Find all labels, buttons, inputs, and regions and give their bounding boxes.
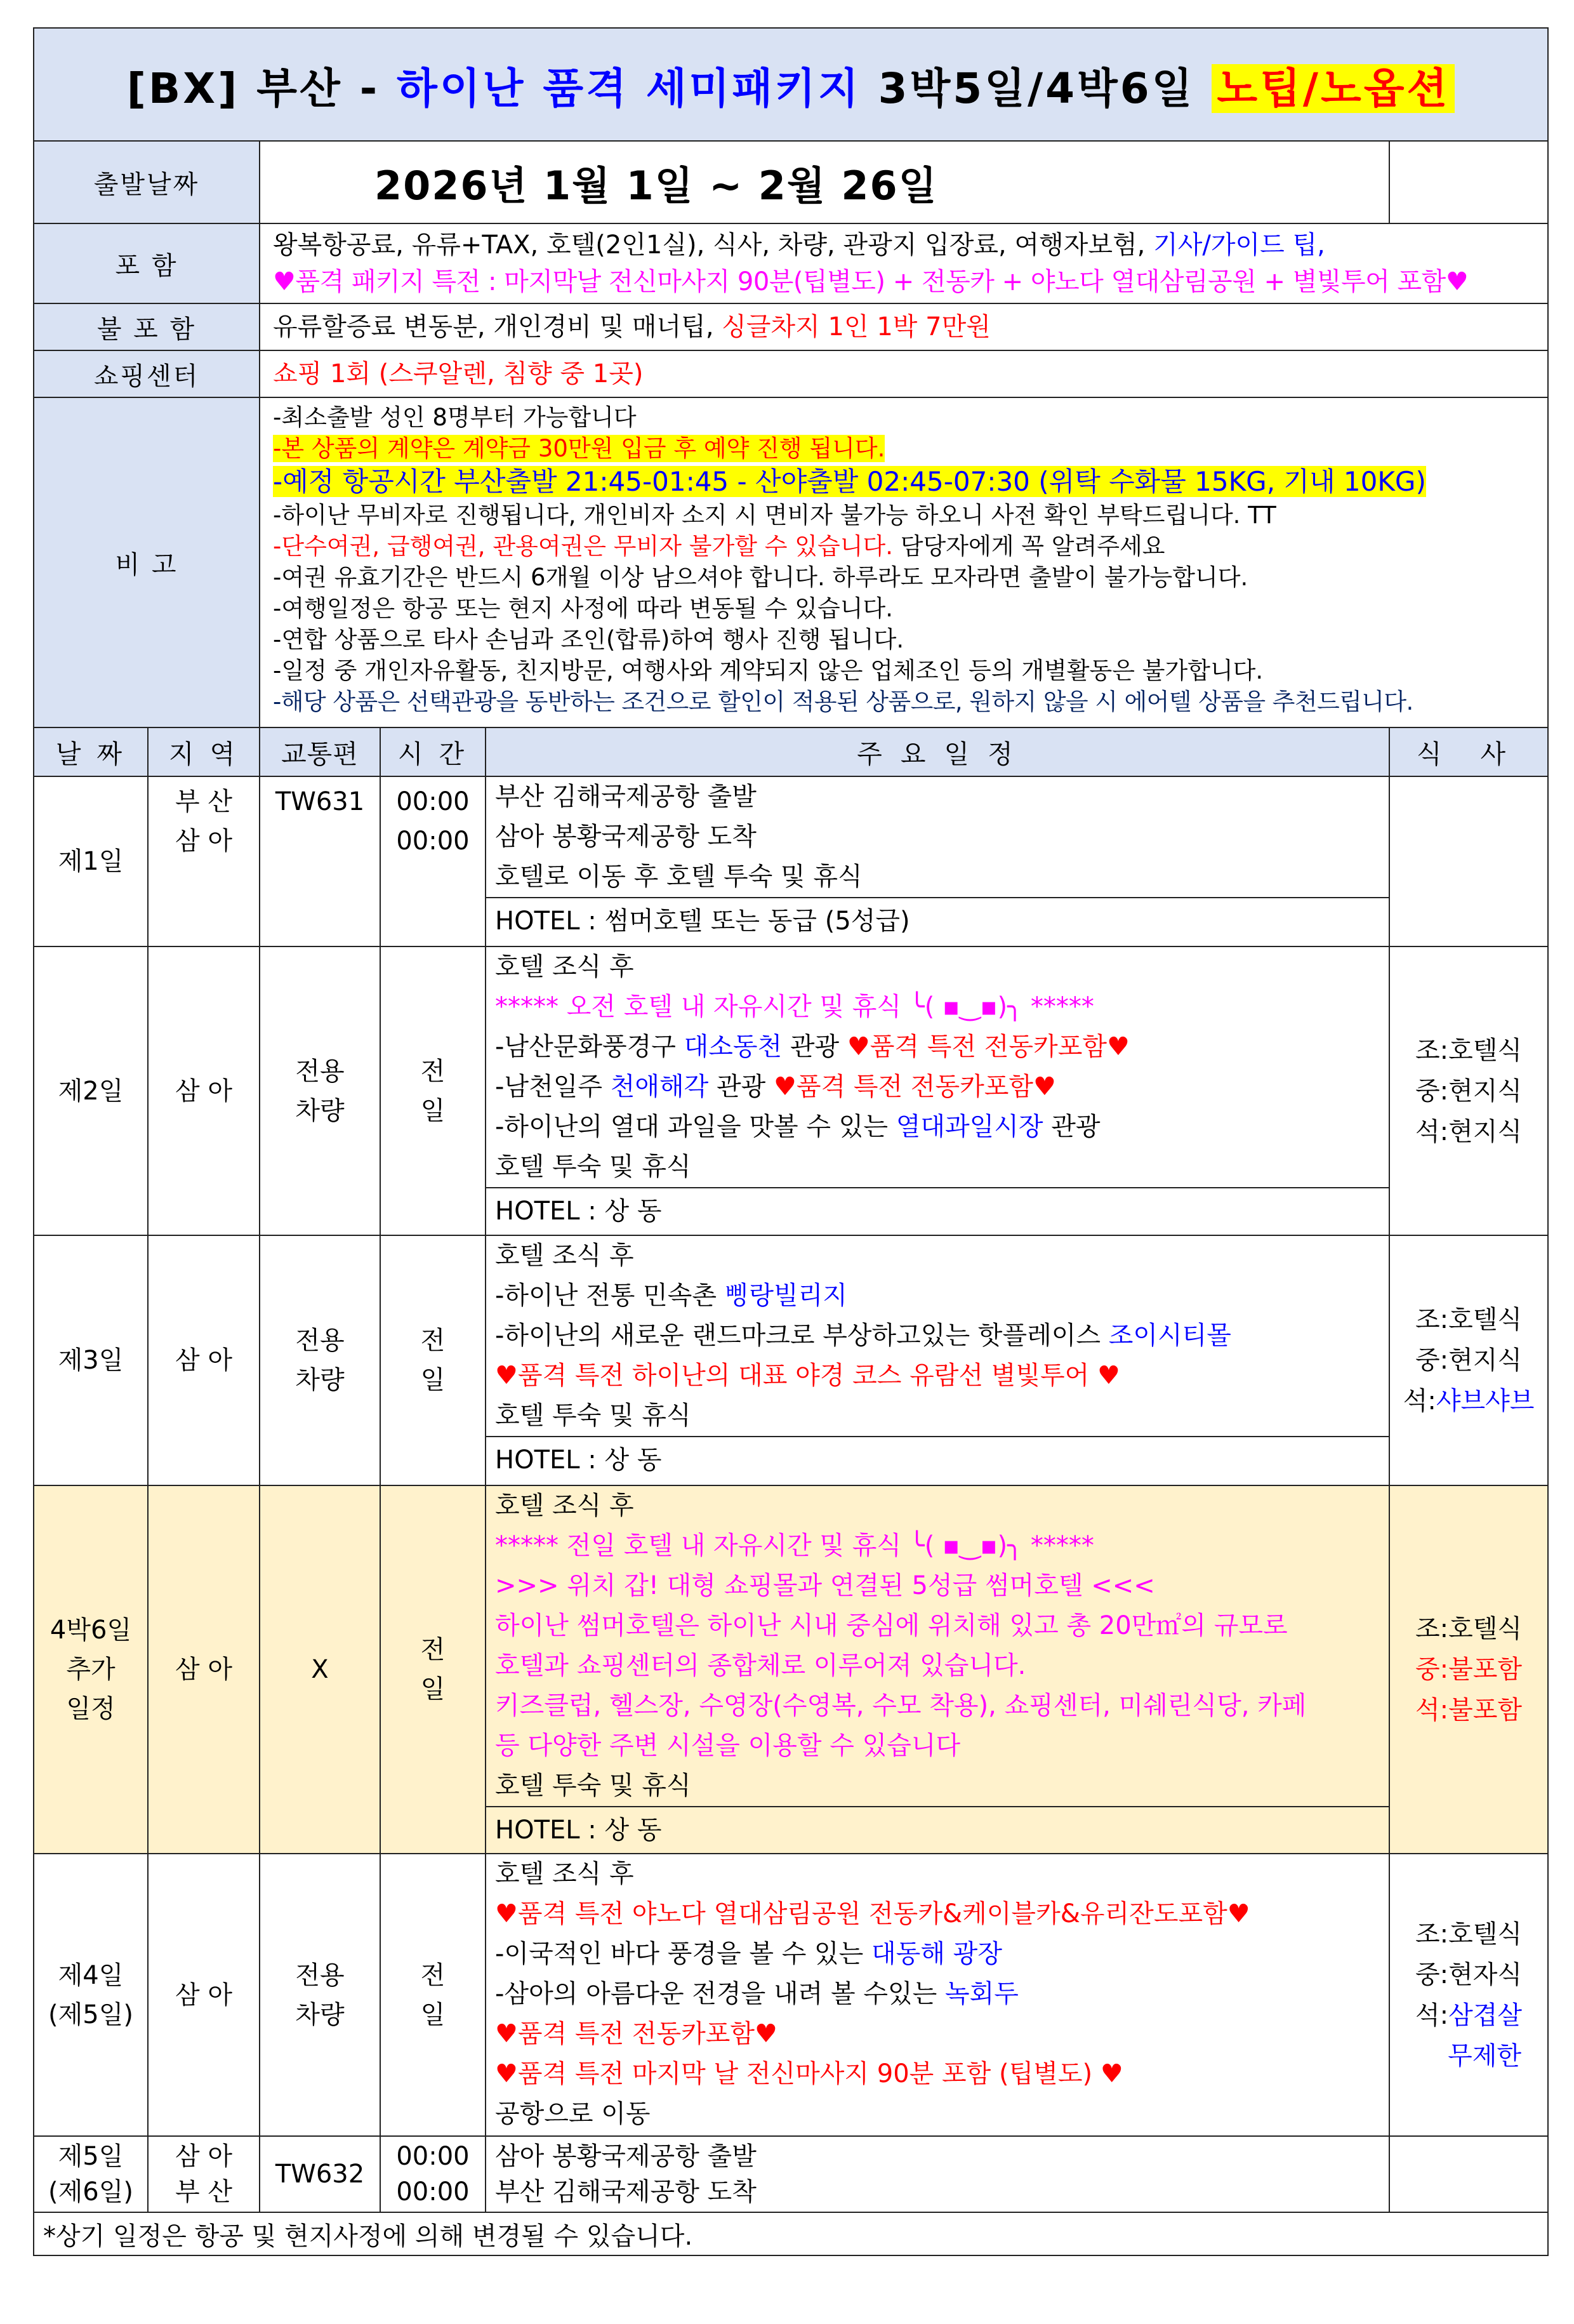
day1-line2: 삼아 봉황국제공항 도착 bbox=[495, 822, 757, 851]
header-date: 날 짜 bbox=[34, 727, 148, 776]
day3-dinner bbox=[1390, 1381, 1547, 1421]
day2-time bbox=[380, 946, 486, 1235]
day1-date: 제1일 bbox=[34, 776, 148, 946]
single-charge: 싱글차지 1인 1박 7만원 bbox=[722, 312, 991, 342]
day2-date: 제2일 bbox=[34, 946, 148, 1235]
day2-line5-c: 관광 bbox=[1043, 1112, 1101, 1141]
day3-time-2: 일 bbox=[420, 1365, 446, 1395]
day4-time bbox=[380, 1854, 486, 2136]
day4-line7: 공항으로 이동 bbox=[495, 2099, 651, 2128]
day2-line1: 호텔 조식 후 bbox=[495, 952, 634, 981]
day2-lunch: 중:현지식 bbox=[1415, 1076, 1523, 1106]
include-items: 왕복항공료, 유류+TAX, 호텔(2인1실), 식사, 차량, 관광지 입장료, 여행자보험, bbox=[273, 230, 1154, 260]
note-flight-time: -예정 항공시간 부산출발 21:45-01:45 - 산야출발 02:45-07:30 (위탁 수화물 15KG, 기내 10KG) bbox=[273, 466, 1426, 497]
notes-content bbox=[260, 397, 1548, 727]
day4-line6: ♥품격 특전 마지막 날 전신마사지 90분 포함 (팁별도) ♥ bbox=[495, 2059, 1123, 2088]
extra-day-line5: 호텔과 쇼핑센터의 종합체로 이루어져 있습니다. bbox=[495, 1651, 1026, 1680]
day2-line3-place: 대소동천 bbox=[684, 1032, 783, 1061]
day4-line3-place: 대동해 광장 bbox=[871, 1939, 1002, 1969]
extra-day-line3: >>> 위치 갑! 대형 쇼핑몰과 연결된 5성급 썸머호텔 <<< bbox=[495, 1571, 1155, 1600]
day2-line4-c: 관광 bbox=[708, 1072, 774, 1101]
title-badge: 노팁/노옵션 bbox=[1212, 64, 1455, 113]
day2-region: 삼 아 bbox=[148, 946, 260, 1235]
exclude-label: 불 포 함 bbox=[34, 303, 260, 350]
day4-transport bbox=[260, 1854, 380, 2136]
departure-empty-cell bbox=[1389, 141, 1548, 223]
extra-day-line1: 호텔 조식 후 bbox=[495, 1491, 634, 1520]
day3-date: 제3일 bbox=[34, 1235, 148, 1485]
day5-flight: TW632 bbox=[260, 2136, 380, 2212]
include-special: ♥품격 패키지 특전 : 마지막날 전신마사지 90분(팁별도) + 전동카 + 야노다 열대삼림공원 + 별빛투어 포함♥ bbox=[273, 267, 1469, 296]
day4-itinerary bbox=[486, 1854, 1389, 2136]
day2-transport-2: 차량 bbox=[295, 1096, 345, 1125]
day3-dinner-menu: 샤브샤브 bbox=[1436, 1386, 1535, 1416]
note-passport-contact: 담당자에게 꼭 알려주세요 bbox=[893, 533, 1165, 560]
extra-day-line7: 등 다양한 주변 시설을 이용할 수 있습니다 bbox=[495, 1731, 961, 1760]
departure-value: 2026년 1월 1일 ~ 2월 26일 bbox=[374, 162, 938, 209]
day5-time-depart: 00:00 bbox=[396, 2142, 470, 2171]
day5-time bbox=[380, 2136, 486, 2212]
day2-transport-1: 전용 bbox=[295, 1056, 345, 1086]
day5-date bbox=[34, 2136, 148, 2212]
day4-transport-2: 차량 bbox=[295, 2000, 345, 2029]
day3-lunch: 중:현지식 bbox=[1415, 1346, 1523, 1375]
day1-line3: 호텔로 이동 후 호텔 투숙 및 휴식 bbox=[495, 862, 863, 891]
day1-itinerary bbox=[486, 776, 1389, 946]
extra-day-transport: X bbox=[260, 1485, 380, 1854]
extra-day-hotel: HOTEL : 상 동 bbox=[486, 1806, 1389, 1853]
page-title bbox=[34, 28, 1548, 141]
itinerary-table bbox=[33, 27, 1549, 2256]
exclude-items: 유류할증료 변동분, 개인경비 및 매너팁, bbox=[273, 312, 722, 342]
note-passport-type: -단수여권, 급행여권, 관용여권은 무비자 불가할 수 있습니다. bbox=[273, 533, 894, 560]
day3-line1: 호텔 조식 후 bbox=[495, 1241, 634, 1270]
title-product: 하이난 품격 세미패키지 bbox=[397, 63, 861, 113]
departure-date bbox=[260, 141, 1389, 223]
day3-breakfast: 조:호텔식 bbox=[1415, 1305, 1523, 1334]
note-discount: -해당 상품은 선택관광을 동반하는 조건으로 할인이 적용된 상품으로, 원하지 않을 시 에어텔 상품을 추천드립니다. bbox=[273, 688, 1413, 715]
day3-time-1: 전 bbox=[420, 1326, 446, 1355]
day1-flight: TW631 bbox=[260, 776, 380, 946]
footnote: *상기 일정은 항공 및 현지사정에 의해 변경될 수 있습니다. bbox=[34, 2212, 1548, 2255]
day4-meal bbox=[1389, 1854, 1548, 2136]
extra-day-line8: 호텔 투숙 및 휴식 bbox=[495, 1771, 691, 1800]
day5-region-to: 부 산 bbox=[175, 2177, 232, 2207]
extra-day-time bbox=[380, 1485, 486, 1854]
extra-day-line6: 키즈클럽, 헬스장, 수영장(수영복, 수모 착용), 쇼핑센터, 미쉐린식당, 카페 bbox=[495, 1691, 1307, 1720]
note-visa: -하이난 무비자로 진행됩니다, 개인비자 소지 시 면비자 불가능 하오니 사전 확인 부탁드립니다. TT bbox=[273, 501, 1276, 529]
day5-line2: 부산 김해국제공항 도착 bbox=[495, 2177, 757, 2207]
note-passport-validity: -여권 유효기간은 반드시 6개월 이상 남으셔야 합니다. 하루라도 모자라면 출발이 불가능합니다. bbox=[273, 564, 1248, 591]
extra-day-meal bbox=[1389, 1485, 1548, 1854]
day2-time-2: 일 bbox=[420, 1096, 446, 1125]
include-content bbox=[260, 223, 1548, 303]
day4-breakfast: 조:호텔식 bbox=[1415, 1919, 1523, 1949]
day5-region-from: 삼 아 bbox=[175, 2142, 232, 2171]
day1-region bbox=[148, 776, 260, 946]
day3-transport-1: 전용 bbox=[295, 1326, 345, 1355]
day2-breakfast: 조:호텔식 bbox=[1415, 1035, 1523, 1065]
day2-line4-special: ♥품격 특전 전동카포함♥ bbox=[774, 1072, 1056, 1101]
day4-lunch: 중:현자식 bbox=[1415, 1960, 1523, 1989]
note-deposit: -본 상품의 계약은 계약금 30만원 입금 후 예약 진행 됩니다. bbox=[273, 435, 885, 462]
extra-day-date-3: 일정 bbox=[66, 1694, 116, 1723]
day1-region-from: 부 산 bbox=[175, 787, 232, 816]
day4-line4-place: 녹회두 bbox=[944, 1979, 1019, 2009]
title-duration: 3박5일/4박6일 bbox=[861, 63, 1212, 113]
day1-line1: 부산 김해국제공항 출발 bbox=[495, 782, 757, 811]
day1-time-depart: 00:00 bbox=[396, 787, 470, 816]
title-prefix: [BX] 부산 - bbox=[126, 63, 397, 113]
departure-label: 출발날짜 bbox=[34, 141, 260, 223]
day4-time-1: 전 bbox=[420, 1960, 446, 1990]
extra-day-dinner: 석:불포함 bbox=[1415, 1696, 1523, 1725]
day4-dinner bbox=[1390, 1995, 1547, 2036]
day2-line3-c: 관광 bbox=[782, 1032, 847, 1061]
day4-line2: ♥품격 특전 야노다 열대삼림공원 전동카&케이블카&유리잔도포함♥ bbox=[495, 1899, 1250, 1929]
day2-transport bbox=[260, 946, 380, 1235]
day5-time-arrive: 00:00 bbox=[396, 2177, 470, 2207]
day2-itinerary bbox=[486, 946, 1389, 1235]
day3-hotel: HOTEL : 상 동 bbox=[486, 1436, 1389, 1483]
extra-day-date-2: 추가 bbox=[66, 1655, 116, 1684]
include-tip: 기사/가이드 팁, bbox=[1153, 230, 1325, 260]
header-itinerary: 주 요 일 정 bbox=[486, 727, 1389, 776]
extra-day-lunch: 중:불포함 bbox=[1415, 1655, 1523, 1684]
day2-line4-a: -남천일주 bbox=[495, 1072, 611, 1101]
extra-day-date-1: 4박6일 bbox=[50, 1616, 132, 1645]
day5-meal bbox=[1389, 2136, 1548, 2212]
extra-day-itinerary bbox=[486, 1485, 1389, 1854]
day2-dinner: 석:현지식 bbox=[1415, 1117, 1523, 1146]
day3-itinerary bbox=[486, 1235, 1389, 1485]
day3-meal bbox=[1389, 1235, 1548, 1485]
day3-region: 삼 아 bbox=[148, 1235, 260, 1485]
day3-line3-place: 조이시티몰 bbox=[1108, 1321, 1231, 1350]
itinerary-sheet bbox=[33, 27, 1547, 2256]
day4-line4-a: -삼아의 아름다운 전경을 내려 볼 수있는 bbox=[495, 1979, 945, 2009]
day2-line3-a: -남산문화풍경구 bbox=[495, 1032, 684, 1061]
note-schedule-change: -여행일정은 항공 또는 현지 사정에 따라 변동될 수 있습니다. bbox=[273, 595, 894, 622]
day4-line1: 호텔 조식 후 bbox=[495, 1859, 634, 1889]
day1-time bbox=[380, 776, 486, 946]
day4-time-2: 일 bbox=[420, 2000, 446, 2029]
extra-day-time-1: 전 bbox=[420, 1635, 446, 1664]
day2-line5-a: -하이난의 열대 과일을 맛볼 수 있는 bbox=[495, 1112, 896, 1141]
header-region: 지 역 bbox=[148, 727, 260, 776]
day2-line5-place: 열대과일시장 bbox=[896, 1112, 1043, 1141]
day4-dinner-menu: 삼겹살 bbox=[1448, 2000, 1523, 2030]
header-time: 시 간 bbox=[380, 727, 486, 776]
day4-dinner-unlimited: 무제한 bbox=[1448, 2041, 1521, 2071]
day4-region: 삼 아 bbox=[148, 1854, 260, 2136]
day5-region bbox=[148, 2136, 260, 2212]
day3-line4: ♥품격 특전 하이난의 대표 야경 코스 유람선 별빛투어 ♥ bbox=[495, 1361, 1120, 1390]
extra-day-breakfast: 조:호텔식 bbox=[1415, 1614, 1523, 1643]
day1-hotel: HOTEL : 썸머호텔 또는 동급 (5성급) bbox=[486, 897, 1389, 944]
day3-time bbox=[380, 1235, 486, 1485]
day2-time-1: 전 bbox=[420, 1056, 446, 1086]
day2-hotel: HOTEL : 상 동 bbox=[486, 1187, 1389, 1234]
extra-day-region: 삼 아 bbox=[148, 1485, 260, 1854]
day3-line2-a: -하이난 전통 민속촌 bbox=[495, 1281, 725, 1310]
day4-date bbox=[34, 1854, 148, 2136]
header-transport: 교통편 bbox=[260, 727, 380, 776]
day4-date-2: (제5일) bbox=[48, 2000, 133, 2029]
note-joint-tour: -연합 상품으로 타사 손님과 조인(합류)하여 행사 진행 됩니다. bbox=[273, 626, 904, 653]
day2-line2: ***** 오전 호텔 내 자유시간 및 휴식 ╰( ▪‿▪)╮ ***** bbox=[495, 992, 1094, 1021]
day4-line3-a: -이국적인 바다 풍경을 볼 수 있는 bbox=[495, 1939, 872, 1969]
day4-line5: ♥품격 특전 전동카포함♥ bbox=[495, 2019, 777, 2048]
day3-dinner-label: 석: bbox=[1403, 1386, 1436, 1416]
extra-day-line4: 하이난 썸머호텔은 하이난 시내 중심에 위치해 있고 총 20만㎡의 규모로 bbox=[495, 1611, 1288, 1640]
note-no-individual: -일정 중 개인자유활동, 친지방문, 여행사와 계약되지 않은 업체조인 등의 개별활동은 불가합니다. bbox=[273, 657, 1264, 684]
extra-day-time-2: 일 bbox=[420, 1675, 446, 1704]
day2-meal bbox=[1389, 946, 1548, 1235]
day5-line1: 삼아 봉황국제공항 출발 bbox=[495, 2142, 757, 2171]
day1-time-arrive: 00:00 bbox=[396, 827, 470, 856]
day3-line3-a: -하이난의 새로운 랜드마크로 부상하고있는 핫플레이스 bbox=[495, 1321, 1109, 1350]
day3-transport bbox=[260, 1235, 380, 1485]
exclude-content bbox=[260, 303, 1548, 350]
day3-line2-place: 삥랑빌리지 bbox=[724, 1281, 847, 1310]
header-meal: 식 사 bbox=[1389, 727, 1548, 776]
day5-date-1: 제5일 bbox=[58, 2142, 124, 2171]
day1-region-to: 삼 아 bbox=[175, 827, 232, 856]
day5-itinerary bbox=[486, 2136, 1389, 2212]
shopping-value: 쇼핑 1회 (스쿠알렌, 침향 중 1곳) bbox=[260, 350, 1548, 397]
day4-date-1: 제4일 bbox=[58, 1960, 124, 1990]
day4-dinner-label: 석: bbox=[1415, 2000, 1449, 2030]
note-min-pax: -최소출발 성인 8명부터 가능합니다 bbox=[273, 404, 637, 431]
shopping-label: 쇼핑센터 bbox=[34, 350, 260, 397]
extra-day-date bbox=[34, 1485, 148, 1854]
day3-line5: 호텔 투숙 및 휴식 bbox=[495, 1401, 691, 1430]
include-label: 포 함 bbox=[34, 223, 260, 303]
day4-transport-1: 전용 bbox=[295, 1960, 345, 1990]
extra-day-line2: ***** 전일 호텔 내 자유시간 및 휴식 ╰( ▪‿▪)╮ ***** bbox=[495, 1531, 1094, 1560]
day2-line4-place: 천애해각 bbox=[610, 1072, 709, 1101]
day5-date-2: (제6일) bbox=[48, 2177, 133, 2207]
notes-label: 비 고 bbox=[34, 397, 260, 727]
day3-transport-2: 차량 bbox=[295, 1365, 345, 1395]
day2-line3-special: ♥품격 특전 전동카포함♥ bbox=[847, 1032, 1130, 1061]
day1-meal bbox=[1389, 776, 1548, 946]
day2-line6: 호텔 투숙 및 휴식 bbox=[495, 1152, 691, 1181]
